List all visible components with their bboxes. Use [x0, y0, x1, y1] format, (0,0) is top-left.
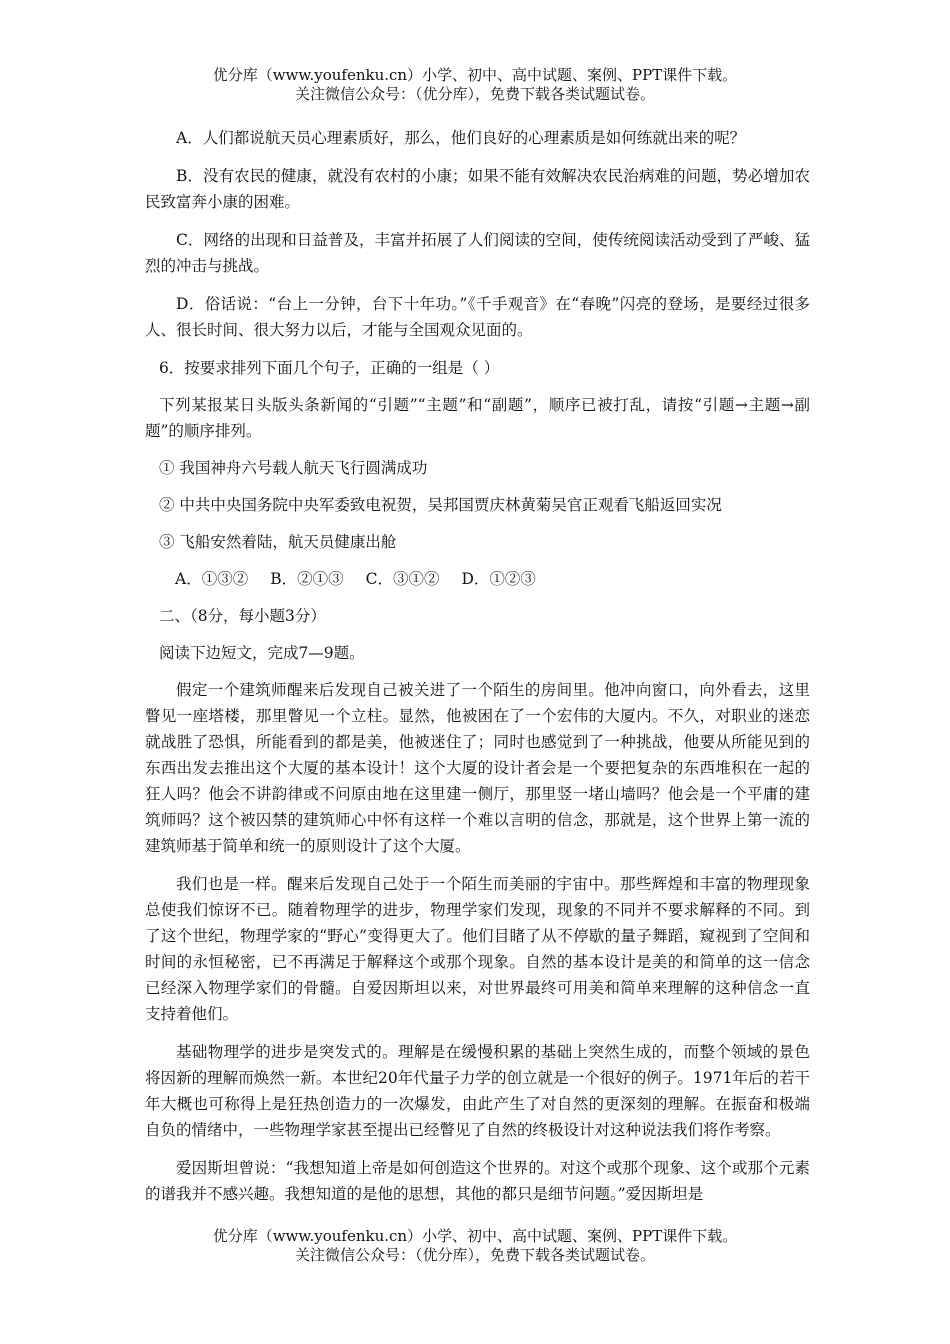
choice-d: D．①②③: [461, 570, 536, 588]
header-line-2: 关注微信公众号：（优分库），免费下载各类试题试卷。: [294, 85, 655, 103]
footer-line-2: 关注微信公众号：（优分库），免费下载各类试题试卷。: [294, 1246, 655, 1264]
choice-b: B．②①③: [270, 570, 344, 588]
option-a: A．人们都说航天员心理素质好，那么，他们良好的心理素质是如何练就出来的呢？: [176, 129, 746, 147]
question-6-choices: [145, 566, 810, 592]
section-2-intro: 阅读下边短文，完成7—9题。: [158, 644, 365, 662]
question-6-item-3: ③ 飞船安然着陆，航天员健康出舱: [159, 533, 397, 551]
section-2-title: 二、（8分，每小题3分）: [158, 607, 326, 625]
option-b: B．没有农民的健康，就没有农村的小康；如果不能有效解决农民治病难的问题，势必增加农民致富奔小康的困难。: [145, 167, 810, 211]
passage-paragraph-1: 假定一个建筑师醒来后发现自己被关进了一个陌生的房间里。他冲向窗口，向外看去，这里瞥见一座塔楼，那里瞥见一个立柱。显然，他被困在了一个宏伟的大厦内。不久，对职业的迷恋就战胜了恐惧，所能看到的都是美，他被迷住了；同时也感觉到了一种挑战，他要从所能见到的东西出发去推出这个大厦的基本设计！这个大厦的设计者会是一个要把复杂的东西堆积在一起的狂人吗？他会不讲韵律或不问原由地在这里建一侧厅，那里竖一堵山墙吗？他会是一个平庸的建筑师吗？这个被囚禁的建筑师心中怀有这样一个难以言明的信念，那就是，这个世界上第一流的建筑师基于简单和统一的原则设计了这个大厦。: [145, 681, 810, 855]
choice-a: A．①③②: [175, 570, 249, 588]
document-body: [145, 125, 810, 1207]
question-6-stem: 6．按要求排列下面几个句子，正确的一组是（ ）: [158, 359, 500, 377]
question-6-item-2: ② 中共中央国务院中央军委致电祝贺，吴邦国贾庆林黄菊吴官正观看飞船返回实况: [159, 496, 722, 514]
passage-paragraph-2: 我们也是一样。醒来后发现自己处于一个陌生而美丽的宇宙中。那些辉煌和丰富的物理现象总使我们惊讶不已。随着物理学的进步，物理学家们发现，现象的不同并不要求解释的不同。到了这个世纪，物理学家的“野心”变得更大了。他们目睹了从不停歇的量子舞蹈，窥视到了空间和时间的永恒秘密，已不再满足于解释这个或那个现象。自然的基本设计是美的和简单的这一信念已经深入物理学家们的骨髓。自爱因斯坦以来，对世界最终可用美和简单来理解的这种信念一直支持着他们。: [145, 875, 810, 1023]
passage-paragraph-3: 基础物理学的进步是突发式的。理解是在缓慢积累的基础上突然生成的，而整个领域的景色将因新的理解而焕然一新。本世纪20年代量子力学的创立就是一个很好的例子。1971年后的若干年大概也可称得上是狂热创造力的一次爆发，由此产生了对自然的更深刻的理解。在振奋和极端自负的情绪中，一些物理学家甚至提出已经瞥见了自然的终极设计对这种说法我们将作考察。: [145, 1043, 810, 1139]
footer-line-1: 优分库（www.youfenku.cn）小学、初中、高中试题、案例、PPT课件下载。: [212, 1227, 738, 1245]
header-line-1: 优分库（www.youfenku.cn）小学、初中、高中试题、案例、PPT课件下载。: [212, 66, 738, 84]
option-d: D．俗话说：“台上一分钟，台下十年功。”《千手观音》在“春晚”闪亮的登场，是要经过很多人、很长时间、很大努力以后，才能与全国观众见面的。: [145, 295, 810, 339]
option-c: C．网络的出现和日益普及，丰富并拓展了人们阅读的空间，使传统阅读活动受到了严峻、猛烈的冲击与挑战。: [145, 231, 810, 275]
passage-paragraph-4: 爱因斯坦曾说：“我想知道上帝是如何创造这个世界的。对这个或那个现象、这个或那个元素的谱我并不感兴趣。我想知道的是他的思想，其他的都只是细节问题。”爱因斯坦是: [145, 1159, 810, 1203]
choice-c: C．③①②: [365, 570, 440, 588]
question-6-item-1: ① 我国神舟六号载人航天飞行圆满成功: [159, 459, 428, 477]
question-6-instruction: 下列某报某日头版头条新闻的“引题”“主题”和“副题”，顺序已被打乱，请按“引题→主题→副题”的顺序排列。: [145, 396, 810, 440]
page-footer: [0, 1227, 950, 1265]
page-header: [0, 66, 950, 104]
